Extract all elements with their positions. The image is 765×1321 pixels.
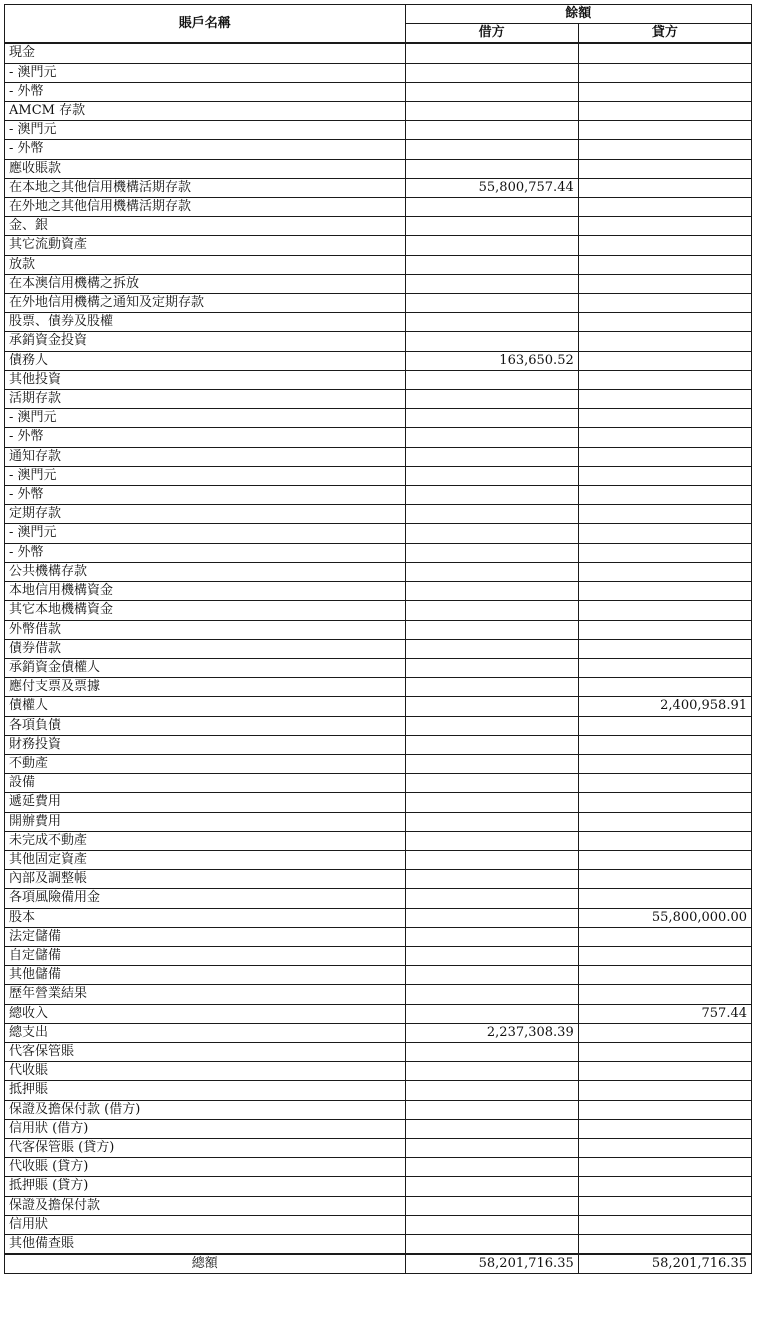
- account-name-cell: 本地信用機構資金: [5, 582, 406, 601]
- account-name-cell: 自定儲備: [5, 946, 406, 965]
- debit-cell: [405, 466, 578, 485]
- credit-cell: [578, 1138, 751, 1157]
- table-footer: [5, 1254, 752, 1274]
- credit-cell: [578, 1023, 751, 1042]
- credit-cell: [578, 774, 751, 793]
- credit-cell: [578, 1119, 751, 1138]
- table-row: [5, 1100, 752, 1119]
- debit-cell: [405, 774, 578, 793]
- table-row: [5, 63, 752, 82]
- debit-cell: [405, 1196, 578, 1215]
- account-name-cell: 未完成不動產: [5, 831, 406, 850]
- table-row: [5, 43, 752, 63]
- account-name-cell: 其他儲備: [5, 966, 406, 985]
- account-name-cell: 債務人: [5, 351, 406, 370]
- credit-cell: [578, 620, 751, 639]
- credit-cell: [578, 1158, 751, 1177]
- table-row: [5, 1119, 752, 1138]
- debit-cell: [405, 697, 578, 716]
- account-name-cell: 不動產: [5, 754, 406, 773]
- account-name-cell: 公共機構存款: [5, 562, 406, 581]
- credit-cell: [578, 927, 751, 946]
- credit-cell: [578, 1235, 751, 1255]
- credit-cell: [578, 140, 751, 159]
- debit-cell: [405, 735, 578, 754]
- account-name-cell: 總支出: [5, 1023, 406, 1042]
- account-name-cell: - 外幣: [5, 428, 406, 447]
- account-name-cell: 其他固定資產: [5, 850, 406, 869]
- table-row: [5, 274, 752, 293]
- table-row: [5, 678, 752, 697]
- table-row: [5, 447, 752, 466]
- credit-cell: [578, 370, 751, 389]
- account-name-cell: 通知存款: [5, 447, 406, 466]
- debit-cell: [405, 927, 578, 946]
- table-row: [5, 543, 752, 562]
- account-name-cell: 代客保管賬 (貸方): [5, 1138, 406, 1157]
- credit-cell: [578, 1042, 751, 1061]
- table-row: [5, 121, 752, 140]
- debit-cell: 2,237,308.39: [405, 1023, 578, 1042]
- debit-cell: [405, 1004, 578, 1023]
- credit-cell: [578, 946, 751, 965]
- credit-cell: [578, 255, 751, 274]
- table-row: [5, 409, 752, 428]
- account-name-cell: 信用狀 (借方): [5, 1119, 406, 1138]
- credit-cell: [578, 447, 751, 466]
- debit-cell: [405, 620, 578, 639]
- table-row: [5, 754, 752, 773]
- debit-cell: [405, 370, 578, 389]
- debit-cell: [405, 1138, 578, 1157]
- table-row: [5, 620, 752, 639]
- debit-cell: [405, 236, 578, 255]
- debit-cell: 55,800,757.44: [405, 178, 578, 197]
- account-name-cell: 在本澳信用機構之拆放: [5, 274, 406, 293]
- credit-cell: [578, 1100, 751, 1119]
- debit-cell: [405, 428, 578, 447]
- credit-cell: [578, 274, 751, 293]
- table-header: [5, 5, 752, 44]
- table-row: [5, 658, 752, 677]
- credit-cell: [578, 601, 751, 620]
- credit-cell: [578, 543, 751, 562]
- debit-cell: [405, 1042, 578, 1061]
- table-row: [5, 140, 752, 159]
- table-row: [5, 946, 752, 965]
- table-row: [5, 505, 752, 524]
- account-name-cell: - 澳門元: [5, 524, 406, 543]
- table-row: [5, 217, 752, 236]
- credit-cell: [578, 1062, 751, 1081]
- account-name-cell: 其它流動資產: [5, 236, 406, 255]
- credit-cell: [578, 985, 751, 1004]
- credit-cell: [578, 102, 751, 121]
- debit-cell: [405, 889, 578, 908]
- account-name-cell: 代收賬 (貸方): [5, 1158, 406, 1177]
- account-name-cell: 股本: [5, 908, 406, 927]
- credit-cell: [578, 562, 751, 581]
- credit-cell: [578, 524, 751, 543]
- debit-cell: [405, 82, 578, 101]
- credit-cell: [578, 793, 751, 812]
- credit-header: 貸方: [578, 24, 751, 44]
- credit-cell: [578, 43, 751, 63]
- table-row: [5, 294, 752, 313]
- credit-cell: [578, 428, 751, 447]
- account-name-cell: 代客保管賬: [5, 1042, 406, 1061]
- account-name-cell: 在本地之其他信用機構活期存款: [5, 178, 406, 197]
- credit-cell: [578, 716, 751, 735]
- table-row: [5, 870, 752, 889]
- table-row: [5, 198, 752, 217]
- account-name-cell: 設備: [5, 774, 406, 793]
- table-row: [5, 466, 752, 485]
- account-name-cell: 各項風險備用金: [5, 889, 406, 908]
- credit-cell: [578, 1215, 751, 1234]
- credit-cell: [578, 1196, 751, 1215]
- table-row: [5, 582, 752, 601]
- credit-cell: [578, 294, 751, 313]
- debit-cell: [405, 562, 578, 581]
- credit-cell: [578, 812, 751, 831]
- total-debit: 58,201,716.35: [405, 1254, 578, 1274]
- account-name-cell: 債權人: [5, 697, 406, 716]
- table-row: [5, 1196, 752, 1215]
- debit-cell: [405, 716, 578, 735]
- account-name-cell: 各項負債: [5, 716, 406, 735]
- debit-cell: [405, 1062, 578, 1081]
- table-row: [5, 562, 752, 581]
- debit-cell: [405, 870, 578, 889]
- table-body: [5, 43, 752, 1254]
- credit-cell: [578, 82, 751, 101]
- debit-cell: [405, 43, 578, 63]
- account-name-cell: - 澳門元: [5, 63, 406, 82]
- account-name-cell: 代收賬: [5, 1062, 406, 1081]
- credit-cell: [578, 466, 751, 485]
- debit-cell: [405, 985, 578, 1004]
- table-row: [5, 697, 752, 716]
- debit-cell: [405, 63, 578, 82]
- table-row: [5, 524, 752, 543]
- debit-cell: [405, 486, 578, 505]
- debit-cell: [405, 678, 578, 697]
- credit-cell: [578, 658, 751, 677]
- trial-balance-table: [4, 4, 752, 1274]
- debit-cell: [405, 198, 578, 217]
- account-name-cell: 財務投資: [5, 735, 406, 754]
- debit-cell: [405, 294, 578, 313]
- table-row: [5, 428, 752, 447]
- table-row: [5, 966, 752, 985]
- table-row: [5, 985, 752, 1004]
- debit-cell: [405, 582, 578, 601]
- credit-cell: 55,800,000.00: [578, 908, 751, 927]
- table-row: [5, 1004, 752, 1023]
- debit-cell: [405, 140, 578, 159]
- table-row: [5, 716, 752, 735]
- debit-cell: [405, 812, 578, 831]
- debit-cell: [405, 159, 578, 178]
- debit-cell: [405, 447, 578, 466]
- account-name-cell: 金、銀: [5, 217, 406, 236]
- debit-cell: [405, 332, 578, 351]
- account-name-cell: 應付支票及票據: [5, 678, 406, 697]
- debit-cell: [405, 505, 578, 524]
- total-row: [5, 1254, 752, 1274]
- table-row: [5, 850, 752, 869]
- account-name-cell: 內部及調整帳: [5, 870, 406, 889]
- trial-balance-sheet: [4, 4, 752, 1274]
- account-name-cell: 債券借款: [5, 639, 406, 658]
- table-row: [5, 831, 752, 850]
- debit-cell: [405, 966, 578, 985]
- account-name-cell: 歷年營業結果: [5, 985, 406, 1004]
- credit-cell: [578, 313, 751, 332]
- account-name-cell: 保證及擔保付款: [5, 1196, 406, 1215]
- debit-cell: [405, 1100, 578, 1119]
- account-name-cell: 開辦費用: [5, 812, 406, 831]
- account-name-cell: 其他備查賬: [5, 1235, 406, 1255]
- credit-cell: [578, 409, 751, 428]
- credit-cell: 2,400,958.91: [578, 697, 751, 716]
- credit-cell: 757.44: [578, 1004, 751, 1023]
- account-name-cell: 在外地之其他信用機構活期存款: [5, 198, 406, 217]
- table-row: [5, 255, 752, 274]
- credit-cell: [578, 236, 751, 255]
- debit-cell: [405, 409, 578, 428]
- account-name-cell: 應收賬款: [5, 159, 406, 178]
- account-name-cell: - 外幣: [5, 486, 406, 505]
- credit-cell: [578, 178, 751, 197]
- account-name-cell: - 澳門元: [5, 409, 406, 428]
- account-name-cell: - 外幣: [5, 82, 406, 101]
- account-name-header: 賬戶名稱: [5, 5, 406, 44]
- debit-cell: [405, 217, 578, 236]
- account-name-cell: 信用狀: [5, 1215, 406, 1234]
- table-row: [5, 774, 752, 793]
- credit-cell: [578, 1081, 751, 1100]
- account-name-cell: 其它本地機構資金: [5, 601, 406, 620]
- account-name-cell: 法定儲備: [5, 927, 406, 946]
- account-name-cell: 現金: [5, 43, 406, 63]
- credit-cell: [578, 351, 751, 370]
- account-name-cell: 承銷資金債權人: [5, 658, 406, 677]
- debit-cell: [405, 1177, 578, 1196]
- debit-cell: [405, 524, 578, 543]
- credit-cell: [578, 870, 751, 889]
- debit-cell: [405, 793, 578, 812]
- credit-cell: [578, 582, 751, 601]
- account-name-cell: 其他投資: [5, 370, 406, 389]
- account-name-cell: 放款: [5, 255, 406, 274]
- credit-cell: [578, 121, 751, 140]
- table-row: [5, 1138, 752, 1157]
- account-name-cell: 保證及擔保付款 (借方): [5, 1100, 406, 1119]
- table-row: [5, 313, 752, 332]
- table-row: [5, 102, 752, 121]
- table-row: [5, 1042, 752, 1061]
- table-row: [5, 908, 752, 927]
- account-name-cell: 外幣借款: [5, 620, 406, 639]
- table-row: [5, 639, 752, 658]
- table-row: [5, 1081, 752, 1100]
- account-name-cell: - 外幣: [5, 543, 406, 562]
- table-row: [5, 332, 752, 351]
- table-row: [5, 601, 752, 620]
- credit-cell: [578, 486, 751, 505]
- debit-cell: [405, 543, 578, 562]
- table-row: [5, 1177, 752, 1196]
- account-name-cell: - 澳門元: [5, 466, 406, 485]
- account-name-cell: 活期存款: [5, 390, 406, 409]
- account-name-cell: 抵押賬: [5, 1081, 406, 1100]
- table-row: [5, 812, 752, 831]
- table-row: [5, 82, 752, 101]
- account-name-cell: - 外幣: [5, 140, 406, 159]
- table-row: [5, 486, 752, 505]
- table-row: [5, 793, 752, 812]
- credit-cell: [578, 159, 751, 178]
- credit-cell: [578, 639, 751, 658]
- table-row: [5, 1215, 752, 1234]
- table-row: [5, 735, 752, 754]
- table-row: [5, 390, 752, 409]
- table-row: [5, 236, 752, 255]
- table-row: [5, 351, 752, 370]
- debit-cell: [405, 658, 578, 677]
- credit-cell: [578, 198, 751, 217]
- account-name-cell: 總收入: [5, 1004, 406, 1023]
- credit-cell: [578, 217, 751, 236]
- debit-cell: [405, 946, 578, 965]
- account-name-cell: 承銷資金投資: [5, 332, 406, 351]
- credit-cell: [578, 332, 751, 351]
- credit-cell: [578, 63, 751, 82]
- debit-cell: [405, 639, 578, 658]
- account-name-cell: 遞延費用: [5, 793, 406, 812]
- total-label: 總額: [5, 1254, 406, 1274]
- credit-cell: [578, 831, 751, 850]
- debit-cell: [405, 908, 578, 927]
- table-row: [5, 889, 752, 908]
- debit-cell: [405, 255, 578, 274]
- credit-cell: [578, 735, 751, 754]
- table-row: [5, 1023, 752, 1042]
- debit-cell: [405, 313, 578, 332]
- credit-cell: [578, 390, 751, 409]
- credit-cell: [578, 678, 751, 697]
- debit-cell: [405, 390, 578, 409]
- account-name-cell: 抵押賬 (貸方): [5, 1177, 406, 1196]
- account-name-cell: AMCM 存款: [5, 102, 406, 121]
- debit-cell: [405, 121, 578, 140]
- debit-cell: [405, 850, 578, 869]
- debit-cell: [405, 1215, 578, 1234]
- debit-cell: [405, 1081, 578, 1100]
- account-name-cell: 定期存款: [5, 505, 406, 524]
- debit-cell: [405, 754, 578, 773]
- debit-cell: [405, 831, 578, 850]
- table-row: [5, 927, 752, 946]
- debit-cell: [405, 274, 578, 293]
- debit-cell: [405, 102, 578, 121]
- credit-cell: [578, 889, 751, 908]
- credit-cell: [578, 505, 751, 524]
- debit-cell: [405, 1235, 578, 1255]
- table-row: [5, 370, 752, 389]
- table-row: [5, 159, 752, 178]
- total-credit: 58,201,716.35: [578, 1254, 751, 1274]
- table-row: [5, 1062, 752, 1081]
- account-name-cell: - 澳門元: [5, 121, 406, 140]
- table-row: [5, 1235, 752, 1255]
- debit-header: 借方: [405, 24, 578, 44]
- credit-cell: [578, 850, 751, 869]
- table-row: [5, 178, 752, 197]
- account-name-cell: 在外地信用機構之通知及定期存款: [5, 294, 406, 313]
- credit-cell: [578, 1177, 751, 1196]
- debit-cell: [405, 1158, 578, 1177]
- balance-header: 餘額: [405, 5, 751, 24]
- credit-cell: [578, 966, 751, 985]
- debit-cell: [405, 601, 578, 620]
- account-name-cell: 股票、債券及股權: [5, 313, 406, 332]
- debit-cell: [405, 1119, 578, 1138]
- credit-cell: [578, 754, 751, 773]
- table-row: [5, 1158, 752, 1177]
- debit-cell: 163,650.52: [405, 351, 578, 370]
